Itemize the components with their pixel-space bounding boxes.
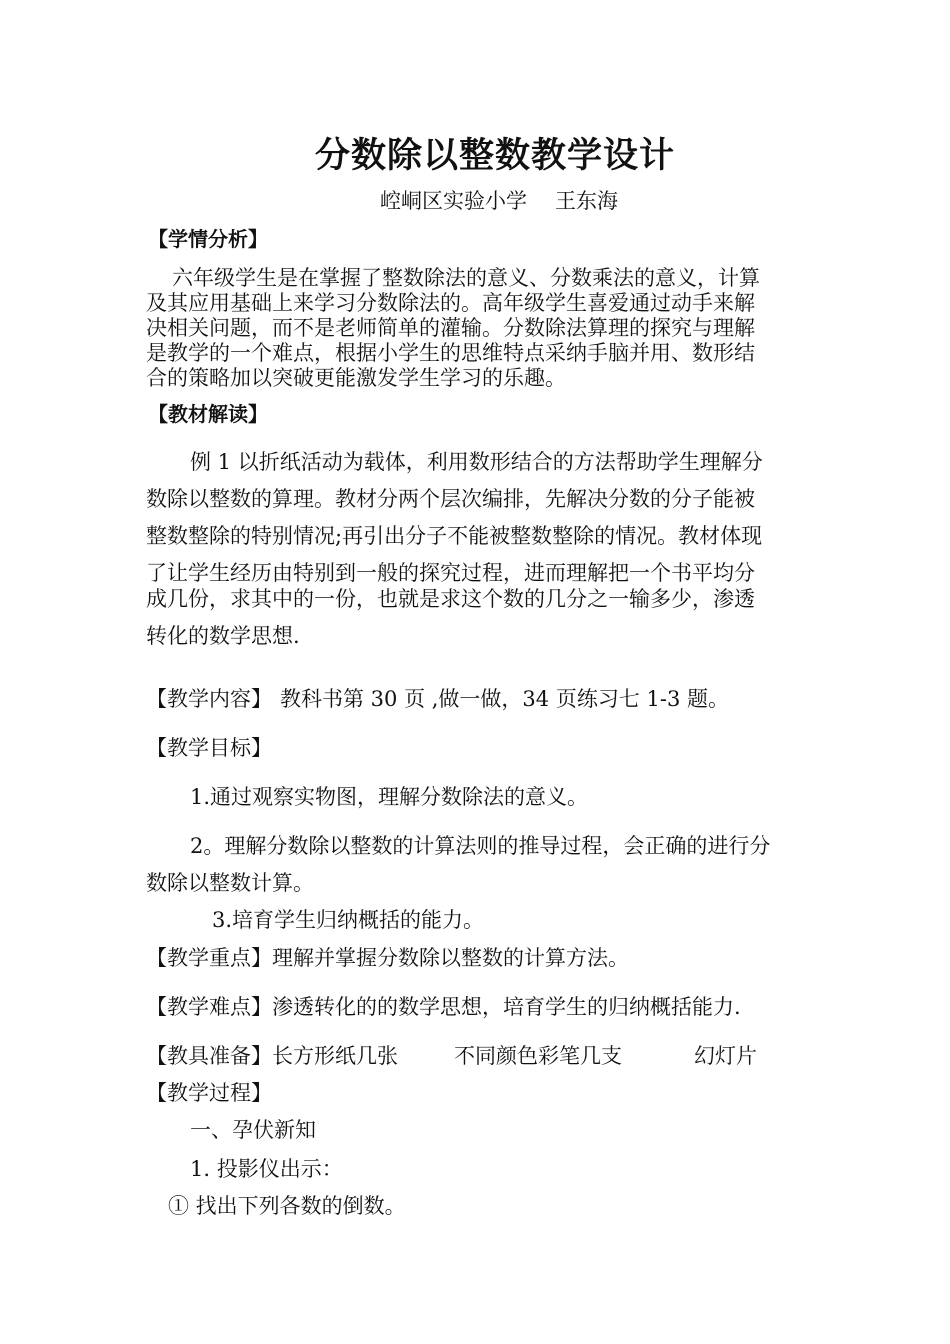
jiaoju-row (146, 1040, 806, 1070)
section-heading-jiaoju: 【教具准备】 (146, 1044, 272, 1068)
mubiao-item-2-cont: 数除以整数计算。 (146, 871, 314, 895)
section-heading-nandian: 【教学难点】 (146, 995, 272, 1019)
neirong-row (146, 683, 806, 713)
mubiao-item-3: 3.培育学生归纳概括的能力。 (212, 908, 485, 932)
section-heading-jiaocai: 【教材解读】 (148, 402, 268, 426)
jiaocai-line: 转化的数学思想. (146, 624, 300, 648)
zhongdian-row (146, 942, 806, 972)
nandian-row (146, 991, 806, 1021)
jiaoju-item: 不同颜色彩笔几支 (454, 1044, 622, 1068)
jiaocai-line: 例 1 以折纸活动为载体，利用数形结合的方法帮助学生理解分 (190, 450, 763, 474)
guocheng-step-1: 一、孕伏新知 (190, 1118, 316, 1142)
mubiao-item-2: 2。理解分数除以整数的计算法则的推导过程，会正确的进行分 (190, 834, 771, 858)
neirong-text: 教科书第 30 页 ,做一做，34 页练习七 1-3 题。 (280, 687, 729, 711)
xueqing-line: 决相关问题，而不是老师简单的灌输。分数除法算理的探究与理解 (146, 316, 755, 340)
document-title: 分数除以整数教学设计 (314, 135, 675, 176)
jiaoju-item: 幻灯片 (694, 1044, 757, 1068)
author-school: 崆峒区实验小学 (380, 189, 527, 213)
jiaocai-line: 数除以整数的算理。教材分两个层次编排，先解决分数的分子能被 (146, 487, 755, 511)
xueqing-line: 及其应用基础上来学习分数除法的。高年级学生喜爱通过动手来解 (146, 291, 755, 315)
section-heading-zhongdian: 【教学重点】 (146, 946, 272, 970)
xueqing-line: 六年级学生是在掌握了整数除法的意义、分数乘法的意义，计算 (172, 266, 760, 290)
section-heading-mubiao: 【教学目标】 (146, 736, 272, 760)
jiaocai-line: 整数整除的特别情况;再引出分子不能被整数整除的情况。教材体现 (146, 524, 763, 548)
guocheng-step-1-1a: ① 找出下列各数的倒数。 (168, 1194, 406, 1218)
zhongdian-text: 理解并掌握分数除以整数的计算方法。 (272, 946, 629, 970)
jiaocai-line: 了让学生经历由特别到一般的探究过程，进而理解把一个书平均分 (146, 561, 755, 585)
guocheng-step-1-1: 1. 投影仪出示： (190, 1157, 343, 1181)
section-heading-guocheng: 【教学过程】 (146, 1081, 272, 1105)
section-heading-xueqing: 【学情分析】 (148, 227, 268, 251)
mubiao-item-1: 1.通过观察实物图，理解分数除法的意义。 (190, 785, 589, 809)
xueqing-line: 合的策略加以突破更能激发学生学习的乐趣。 (146, 366, 566, 390)
section-heading-neirong: 【教学内容】 (146, 687, 272, 711)
nandian-text: 渗透转化的的数学思想，培育学生的归纳概括能力. (272, 995, 741, 1019)
author-line (0, 185, 950, 215)
xueqing-line: 是教学的一个难点，根据小学生的思维特点采纳手脑并用、数形结 (146, 341, 755, 365)
author-name: 王东海 (555, 189, 618, 213)
jiaocai-line: 成几份，求其中的一份，也就是求这个数的几分之一输多少，渗透 (146, 587, 755, 611)
jiaoju-item: 长方形纸几张 (272, 1044, 398, 1068)
